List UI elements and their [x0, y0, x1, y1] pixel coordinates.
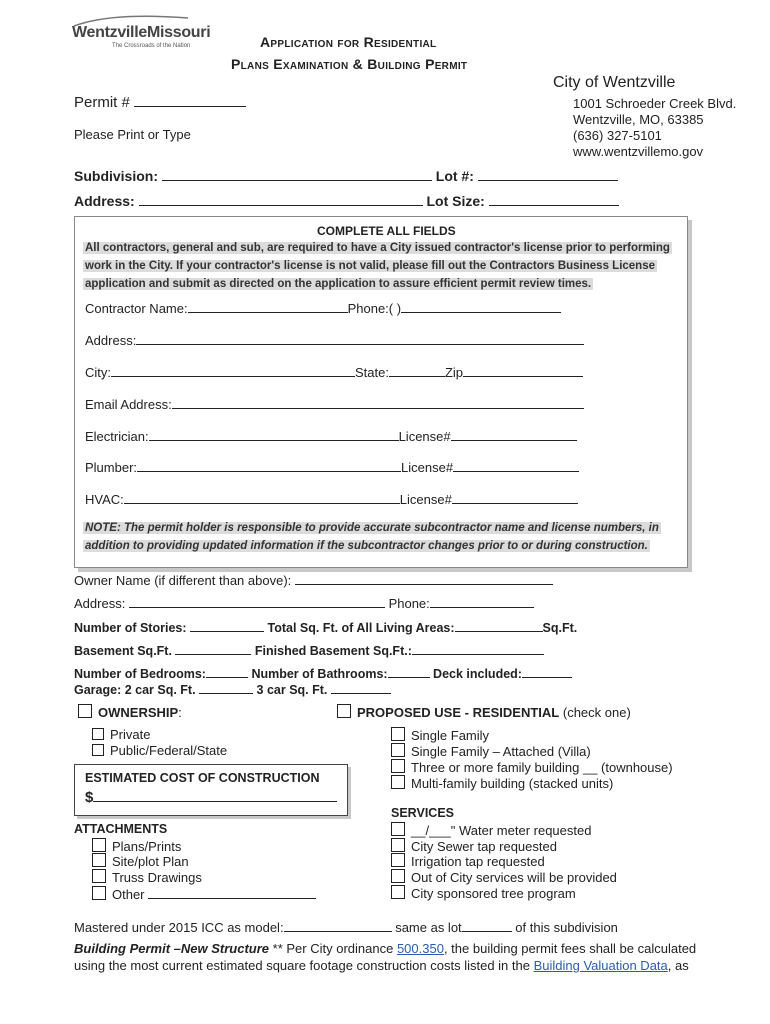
logo-state: Missouri [146, 24, 211, 41]
city-website: www.wentzvillemo.gov [573, 144, 704, 159]
owner-name-row [74, 571, 553, 588]
valuation-data-link[interactable]: Building Valuation Data [533, 958, 668, 973]
ownership-heading: OWNERSHIP [98, 705, 179, 720]
stories-label: Number of Stories: [74, 621, 187, 635]
service-out-of-city[interactable] [391, 869, 617, 885]
rooms-row [74, 664, 572, 681]
contractor-email-row [85, 395, 584, 412]
contractor-city-row [85, 363, 583, 380]
plumber-license-field[interactable] [453, 458, 579, 472]
estimated-cost-box [74, 764, 348, 816]
electrician-field[interactable] [149, 427, 399, 441]
plans-checkbox[interactable] [92, 838, 106, 852]
form-title-line1: Application for Residential [260, 34, 437, 50]
out-of-city-label: Out of City services will be provided [411, 870, 617, 885]
basement-field[interactable] [175, 641, 251, 655]
plumber-license-label: License# [401, 460, 454, 475]
plumber-field[interactable] [137, 458, 401, 472]
finished-basement-label: Finished Basement Sq.Ft.: [254, 644, 412, 658]
services-heading: SERVICES [391, 806, 454, 820]
service-tree-program[interactable] [391, 885, 576, 901]
single-family-checkbox[interactable] [391, 727, 405, 741]
service-irrigation-tap[interactable] [391, 853, 545, 869]
fee-sentence-part2: using the most current estimated square footage construction costs listed in the [74, 958, 534, 973]
garage-2car-field[interactable] [199, 680, 253, 694]
contractor-phone-label: Phone:( ) [347, 301, 402, 316]
townhouse-label: Three or more family building __ (townhouse) [411, 760, 673, 775]
deck-field[interactable] [522, 664, 572, 678]
irrigation-tap-checkbox[interactable] [391, 853, 405, 867]
owner-address-row [74, 594, 534, 611]
fee-paragraph-line1 [74, 941, 696, 956]
permit-number-label: Permit # [74, 94, 130, 111]
truss-checkbox[interactable] [92, 869, 106, 883]
permit-number-field[interactable] [134, 93, 246, 107]
electrician-label: Electrician: [85, 429, 149, 444]
estimated-cost-field[interactable] [93, 788, 337, 802]
same-as-lot-field[interactable] [462, 918, 512, 932]
basement-label: Basement Sq.Ft. [74, 644, 172, 658]
subdivision-field[interactable] [162, 167, 432, 181]
garage-row [74, 680, 391, 697]
mastered-label: Mastered under 2015 ICC as model: [74, 920, 284, 935]
use-option-multifamily[interactable] [391, 775, 613, 791]
subdivision-row [74, 167, 618, 184]
sewer-tap-checkbox[interactable] [391, 838, 405, 852]
ownership-colon: : [178, 705, 182, 720]
contractor-city-label: City: [85, 365, 111, 380]
address-row [74, 192, 619, 209]
owner-name-label: Owner Name (if different than above): [74, 573, 292, 588]
hvac-license-label: License# [399, 492, 452, 507]
logo-tagline: The Crossroads of the Nation [112, 43, 191, 49]
city-name: City of Wentzville [553, 74, 676, 91]
of-subdivision-label: of this subdivision [515, 920, 618, 935]
deck-label: Deck included: [433, 667, 522, 681]
multifamily-checkbox[interactable] [391, 775, 405, 789]
use-option-attached[interactable] [391, 743, 591, 759]
contractor-zip-label: Zip [444, 365, 464, 380]
contractor-email-field[interactable] [172, 395, 584, 409]
service-water-meter[interactable] [391, 822, 591, 838]
water-meter-checkbox[interactable] [391, 822, 405, 836]
bedrooms-field[interactable] [206, 664, 248, 678]
contractor-state-label: State: [355, 365, 389, 380]
out-of-city-checkbox[interactable] [391, 869, 405, 883]
attachment-site-plan[interactable] [92, 853, 189, 869]
city-phone: (636) 327-5101 [573, 128, 662, 143]
total-sqft-label: Total Sq. Ft. of All Living Areas: [267, 621, 455, 635]
plumber-label: Plumber: [85, 460, 138, 475]
use-option-single-family[interactable] [391, 727, 489, 743]
license-notice-line2: work in the City. If your contractor's license is not valid, please fill out the Contractors Business License [85, 260, 655, 272]
hvac-license-field[interactable] [452, 490, 578, 504]
electrician-license-field[interactable] [451, 427, 577, 441]
irrigation-tap-label: Irrigation tap requested [411, 854, 545, 869]
logo-name: Wentzville [72, 24, 147, 41]
ownership-checkbox[interactable] [78, 704, 92, 718]
public-checkbox[interactable] [92, 744, 104, 756]
complete-all-fields-heading: COMPLETE ALL FIELDS [317, 224, 456, 238]
public-label: Public/Federal/State [110, 743, 228, 758]
property-address-label: Address: [74, 193, 135, 209]
other-label: Other [112, 887, 145, 902]
subcontractor-note-line2: addition to providing updated information if the subcontractor changes prior to or during construction. [85, 540, 648, 552]
sewer-tap-label: City Sewer tap requested [411, 839, 557, 854]
private-label: Private [110, 727, 151, 742]
hvac-field[interactable] [124, 490, 400, 504]
form-title-line2: Plans Examination & Building Permit [231, 56, 468, 72]
print-note: Please Print or Type [74, 127, 191, 142]
hvac-row [85, 490, 578, 507]
permit-number-row [74, 93, 246, 111]
contractor-state-field[interactable] [389, 363, 445, 377]
attachment-other[interactable] [92, 885, 316, 902]
estimated-cost-heading: ESTIMATED COST OF CONSTRUCTION [85, 771, 320, 785]
owner-phone-field[interactable] [430, 594, 534, 608]
single-family-label: Single Family [411, 728, 490, 743]
lot-number-label: Lot #: [435, 168, 474, 184]
other-checkbox[interactable] [92, 886, 106, 900]
garage-3car-field[interactable] [331, 680, 391, 694]
license-notice-line3: application and submit as directed on the application to assure efficient permit review times. [85, 278, 592, 290]
proposed-use-checkbox[interactable] [337, 704, 351, 718]
garage-2car-label: Garage: 2 car Sq. Ft. [74, 683, 196, 697]
permit-type-title: Building Permit –New Structure [74, 941, 270, 956]
other-field[interactable] [148, 885, 316, 899]
proposed-use-hint: (check one) [562, 705, 631, 720]
contractor-address-label: Address: [85, 333, 137, 348]
subdivision-label: Subdivision: [74, 168, 158, 184]
tree-program-checkbox[interactable] [391, 885, 405, 899]
contractor-address-field[interactable] [136, 331, 584, 345]
contractor-city-field[interactable] [111, 363, 355, 377]
attached-villa-checkbox[interactable] [391, 743, 405, 757]
license-notice [83, 238, 672, 292]
owner-phone-label: Phone: [388, 596, 430, 611]
currency-symbol: $ [85, 789, 94, 806]
basement-row [74, 641, 544, 658]
total-sqft-field[interactable] [455, 618, 543, 632]
garage-3car-label: 3 car Sq. Ft. [256, 683, 328, 697]
ordinance-prefix: ** Per City ordinance [269, 941, 397, 956]
same-as-lot-label: same as lot [395, 920, 462, 935]
lot-size-label: Lot Size: [426, 193, 485, 209]
mastered-field[interactable] [284, 918, 392, 932]
multifamily-label: Multi-family building (stacked units) [411, 776, 614, 791]
electrician-row [85, 427, 577, 444]
finished-basement-field[interactable] [412, 641, 544, 655]
site-plan-label: Site/plot Plan [112, 854, 189, 869]
owner-name-field[interactable] [295, 571, 553, 585]
bedrooms-label: Number of Bedrooms: [74, 667, 206, 681]
use-option-townhouse[interactable] [391, 759, 673, 775]
owner-address-label: Address: [74, 596, 126, 611]
private-checkbox[interactable] [92, 728, 104, 740]
lot-size-field[interactable] [489, 192, 619, 206]
city-logo [72, 20, 211, 49]
attachments-heading: ATTACHMENTS [74, 822, 168, 836]
subcontractor-note [83, 518, 661, 554]
contractor-zip-field[interactable] [463, 363, 583, 377]
contractor-name-field[interactable] [188, 299, 348, 313]
water-meter-label: __/___" Water meter requested [411, 823, 592, 838]
owner-address-field[interactable] [129, 594, 385, 608]
ownership-heading-row [78, 704, 182, 720]
townhouse-checkbox[interactable] [391, 759, 405, 773]
property-address-field[interactable] [139, 192, 423, 206]
contractor-name-label: Contractor Name: [85, 301, 188, 316]
hvac-label: HVAC: [85, 492, 124, 507]
subcontractor-note-line1: NOTE: The permit holder is responsible to provide accurate subcontractor name and license numbers, in [85, 522, 659, 534]
truss-label: Truss Drawings [112, 870, 202, 885]
attached-villa-label: Single Family – Attached (Villa) [411, 744, 591, 759]
ownership-option-public[interactable] [92, 743, 227, 758]
stories-row [74, 618, 577, 635]
ownership-option-private[interactable] [92, 727, 150, 742]
bathrooms-label: Number of Bathrooms: [251, 667, 388, 681]
contractor-name-row [85, 299, 561, 316]
attachment-truss[interactable] [92, 869, 202, 885]
fee-paragraph-line2 [74, 958, 689, 973]
ordinance-link[interactable]: 500.350 [396, 941, 444, 956]
site-plan-checkbox[interactable] [92, 853, 106, 867]
tree-program-label: City sponsored tree program [411, 886, 576, 901]
contractor-info-box [74, 216, 688, 568]
lot-number-field[interactable] [478, 167, 618, 181]
attachment-plans[interactable] [92, 838, 181, 854]
total-sqft-suffix: Sq.Ft. [542, 621, 578, 635]
mastered-row [74, 918, 618, 935]
city-address2: Wentzville, MO, 63385 [573, 112, 704, 127]
city-address1: 1001 Schroeder Creek Blvd. [573, 96, 737, 111]
license-notice-line1: All contractors, general and sub, are required to have a City issued contractor's license prior to performing [85, 242, 670, 254]
stories-field[interactable] [190, 618, 264, 632]
contractor-address-row [85, 331, 584, 348]
electrician-license-label: License# [398, 429, 451, 444]
contractor-email-label: Email Address: [85, 397, 172, 412]
proposed-use-heading: PROPOSED USE - RESIDENTIAL [357, 705, 560, 720]
plumber-row [85, 458, 579, 475]
fee-sentence-part1: , the building permit fees shall be calculated [443, 941, 697, 956]
bathrooms-field[interactable] [388, 664, 430, 678]
proposed-use-heading-row [337, 704, 631, 720]
fee-sentence-part3: , as [667, 958, 689, 973]
service-sewer-tap[interactable] [391, 838, 557, 854]
estimated-cost-row [85, 788, 337, 806]
plans-label: Plans/Prints [112, 839, 182, 854]
contractor-phone-field[interactable] [401, 299, 561, 313]
